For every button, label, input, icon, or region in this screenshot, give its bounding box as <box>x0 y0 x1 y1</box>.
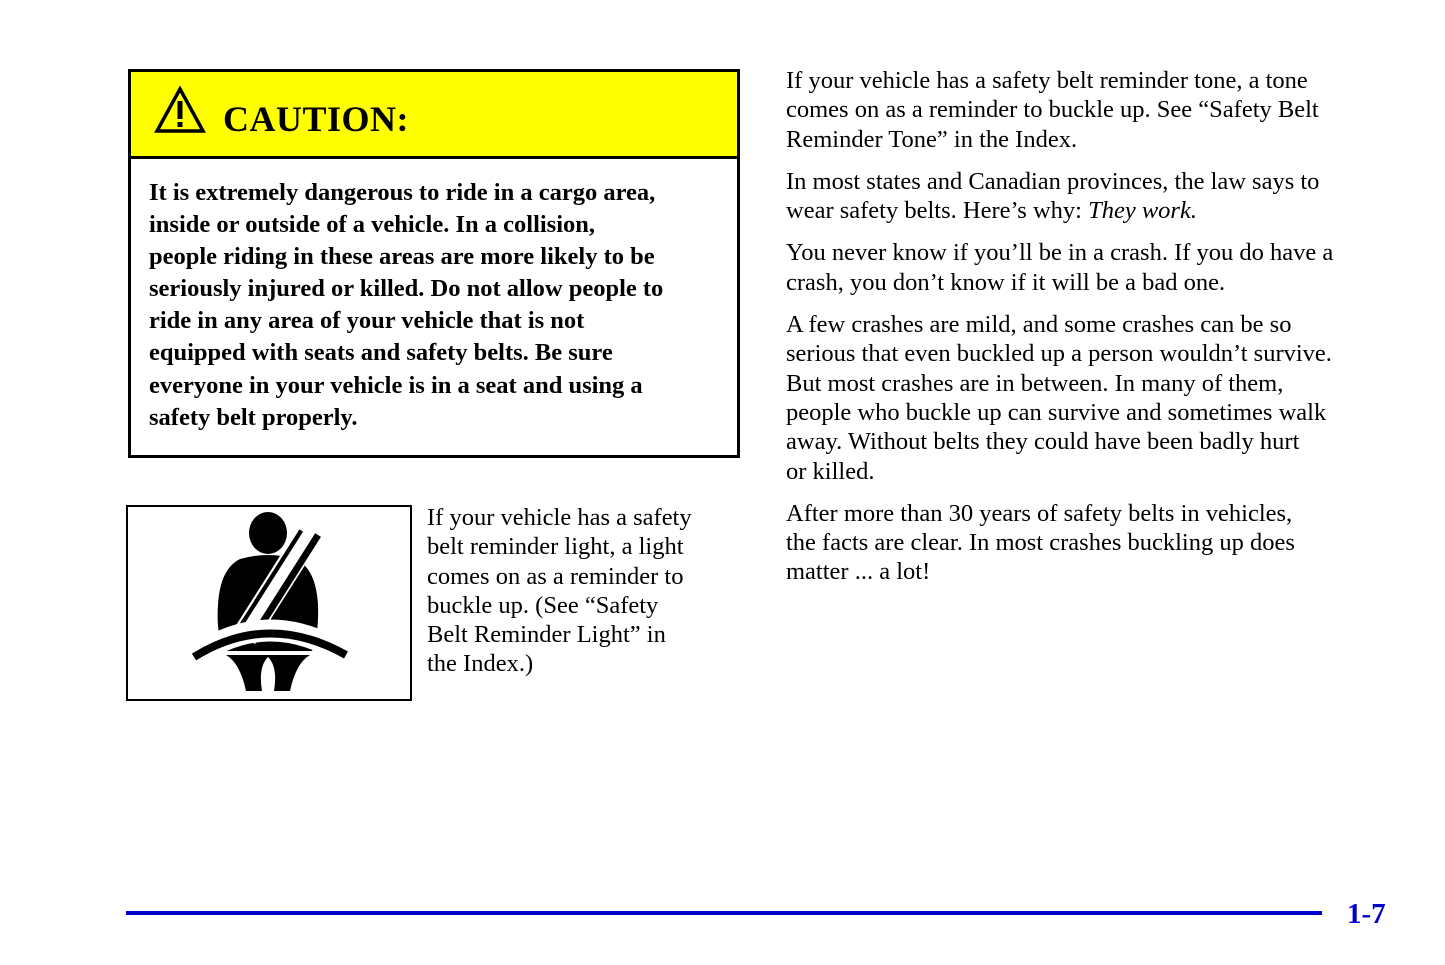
paragraph-law <box>786 167 1396 226</box>
caution-line: ride in any area of your vehicle that is not <box>149 307 585 335</box>
caution-line: inside or outside of a vehicle. In a collision, <box>149 211 596 239</box>
caution-title: CAUTION: <box>223 99 410 139</box>
text-line: comes on as a reminder to buckle up. See “Safety Belt <box>786 96 1319 124</box>
caution-line: equipped with seats and safety belts. Be sure <box>149 339 613 367</box>
text-line: A few crashes are mild, and some crashes can be so <box>786 311 1292 339</box>
text-line: In most states and Canadian provinces, the law says to <box>786 167 1320 195</box>
text-line: If your vehicle has a safety <box>427 504 692 531</box>
paragraph-facts <box>786 499 1396 587</box>
warning-triangle-icon <box>154 86 206 134</box>
caution-line: everyone in your vehicle is in a seat and using a <box>149 371 643 399</box>
text-line: You never know if you’ll be in a crash. If you do have a <box>786 239 1334 267</box>
paragraph-reminder-tone <box>786 66 1396 154</box>
caution-line: seriously injured or killed. Do not allow people to <box>149 275 664 303</box>
seat-belt-symbol-box <box>126 505 412 701</box>
text-line: If your vehicle has a safety belt reminder tone, a tone <box>786 67 1308 94</box>
text-line: Reminder Tone” in the Index. <box>786 125 1078 153</box>
text-line: comes on as a reminder to <box>427 562 684 590</box>
text-line: people who buckle up can survive and sometimes walk <box>786 398 1327 426</box>
text-line: the Index.) <box>427 650 534 678</box>
text-line: away. Without belts they could have been badly hurt <box>786 428 1300 456</box>
italic-phrase: They work. <box>1088 197 1197 225</box>
text-line: But most crashes are in between. In many of them, <box>786 369 1284 397</box>
page-number: 1-7 <box>1347 898 1386 930</box>
text-line: belt reminder light, a light <box>427 533 684 561</box>
text-line: matter ... a lot! <box>786 558 931 586</box>
caution-line: safety belt properly. <box>149 403 358 431</box>
paragraph-crash <box>786 238 1396 297</box>
text-line: serious that even buckled up a person wouldn’t survive. <box>786 340 1332 368</box>
paragraph-mild-crashes <box>786 310 1396 486</box>
text-line: After more than 30 years of safety belts in vehicles, <box>786 499 1293 527</box>
caution-text <box>131 159 737 434</box>
text-line: the facts are clear. In most crashes buckling up does <box>786 529 1295 557</box>
caution-line: people riding in these areas are more likely to be <box>149 243 655 271</box>
caution-header <box>131 72 737 159</box>
text-line: buckle up. (See “Safety <box>427 591 659 619</box>
text-line: crash, you don’t know if it will be a bad one. <box>786 268 1226 296</box>
seat-belt-reminder-icon <box>128 507 410 699</box>
footer-rule <box>126 911 1322 915</box>
caution-box <box>128 69 740 458</box>
right-column <box>786 66 1396 600</box>
text-line: wear safety belts. Here’s why: <box>786 197 1089 225</box>
text-line: or killed. <box>786 457 875 485</box>
reminder-light-text <box>427 503 727 679</box>
caution-line: It is extremely dangerous to ride in a cargo area, <box>149 179 656 206</box>
text-line: Belt Reminder Light” in <box>427 621 666 649</box>
